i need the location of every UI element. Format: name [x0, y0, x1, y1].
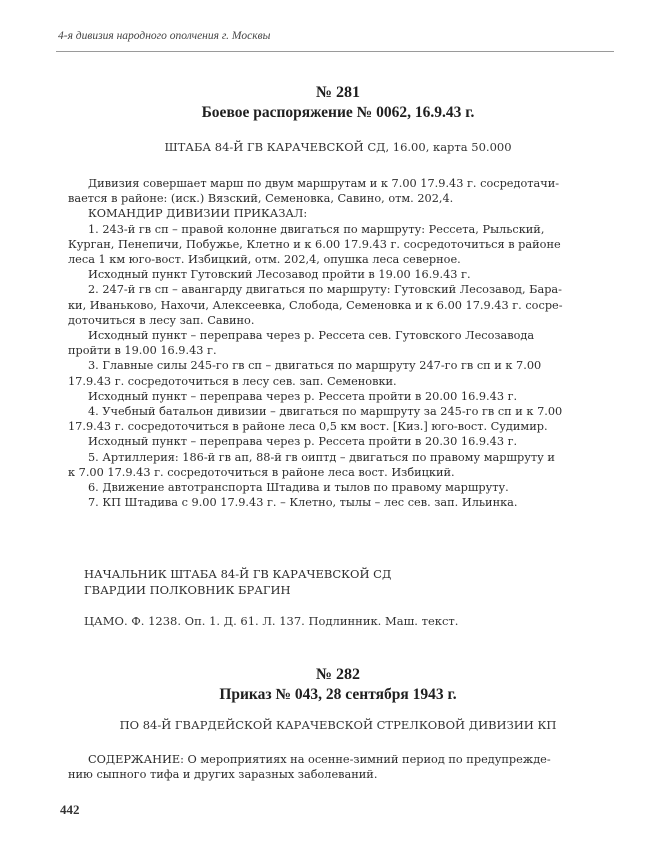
body-line: Исходный пункт – переправа через р. Рессета пройти в 20.00 16.9.43 г.	[88, 389, 518, 403]
body-line: 1. 243-й гв сп – правой колонне двигаться по маршруту: Рессета, Рыльский,	[88, 222, 545, 236]
signature-line: ГВАРДИИ ПОЛКОВНИК БРАГИН	[84, 583, 291, 597]
doc-281-title: Боевое распоряжение № 0062, 16.9.43 г.	[201, 104, 475, 121]
body-line: СОДЕРЖАНИЕ: О мероприятиях на осенне-зимний период по предупрежде-	[88, 753, 551, 766]
header-rule	[56, 51, 614, 52]
doc-282-heading: ПО 84-Й ГВАРДЕЙСКОЙ КАРАЧЕВСКОЙ СТРЕЛКОВОЙ ДИВИЗИИ КП	[119, 718, 557, 732]
body-line: 6. Движение автотранспорта Штадива и тылов по правому маршруту.	[88, 481, 509, 495]
body-line: нию сыпного тифа и других заразных заболеваний.	[68, 768, 378, 782]
doc-281-number: № 281	[315, 84, 361, 101]
signature-line: НАЧАЛЬНИК ШТАБА 84-Й ГВ КАРАЧЕВСКОЙ СД	[84, 567, 392, 581]
running-head: 4-я дивизия народного ополчения г. Москвы	[58, 30, 271, 42]
body-line: КОМАНДИР ДИВИЗИИ ПРИКАЗАЛ:	[88, 207, 308, 221]
body-line: 7. КП Штадива с 9.00 17.9.43 г. – Клетно, тылы – лес сев. зап. Ильинка.	[88, 496, 518, 510]
body-line: 17.9.43 г. сосредоточиться в районе леса 0,5 км вост. [Киз.] юго-вост. Судимир.	[68, 420, 548, 434]
body-line: Исходный пункт – переправа через р. Рессета сев. Гутовского Лесозавода	[88, 329, 535, 343]
page-number: 442	[60, 802, 80, 817]
doc-281-archive-ref: ЦАМО. Ф. 1238. Оп. 1. Д. 61. Л. 137. Подлинник. Маш. текст.	[84, 614, 459, 628]
body-line: вается в районе: (иск.) Вязский, Семеновка, Савино, отм. 202,4.	[68, 192, 454, 206]
body-line: Исходный пункт – переправа через р. Рессета пройти в 20.30 16.9.43 г.	[88, 435, 518, 449]
body-line: 2. 247-й гв сп – авангарду двигаться по маршруту: Гутовский Лесозавод, Бара-	[88, 283, 562, 297]
doc-282-number: № 282	[315, 666, 361, 683]
body-line: 4. Учебный батальон дивизии – двигаться по маршруту за 245-го гв сп и к 7.00	[88, 405, 563, 419]
doc-282-body	[68, 752, 606, 782]
body-line: 17.9.43 г. сосредоточиться в лесу сев. зап. Семеновки.	[68, 374, 397, 388]
doc-281-body	[68, 176, 606, 510]
doc-281-signature	[84, 566, 391, 598]
body-line: Курган, Пенепичи, Побужье, Клетно и к 6.00 17.9.43 г. сосредоточиться в районе	[68, 237, 561, 251]
body-line: леса 1 км юго-вост. Избицкий, отм. 202,4, опушка леса северное.	[68, 253, 461, 267]
body-line: ки, Иваньково, Нахочи, Алексеевка, Слобода, Семеновка и к 6.00 17.9.43 г. сосре-	[68, 298, 563, 312]
doc-281-heading: ШТАБА 84-Й ГВ КАРАЧЕВСКОЙ СД, 16.00, карта 50.000	[164, 140, 512, 154]
body-line: Исходный пункт Гутовский Лесозавод пройти в 19.00 16.9.43 г.	[88, 268, 471, 282]
body-line: к 7.00 17.9.43 г. сосредоточиться в районе леса вост. Избицкий.	[68, 465, 455, 479]
doc-282-title: Приказ № 043, 28 сентября 1943 г.	[219, 686, 457, 703]
body-line: Дивизия совершает марш по двум маршрутам и к 7.00 17.9.43 г. сосредотачи-	[88, 177, 560, 190]
body-line: 3. Главные силы 245-го гв сп – двигаться по маршруту 247-го гв сп и к 7.00	[88, 359, 542, 373]
body-line: пройти в 19.00 16.9.43 г.	[68, 344, 217, 358]
body-line: 5. Артиллерия: 186-й гв ап, 88-й гв оиптд – двигаться по правому маршруту и	[88, 450, 555, 464]
body-line: доточиться в лесу зап. Савино.	[68, 313, 255, 327]
